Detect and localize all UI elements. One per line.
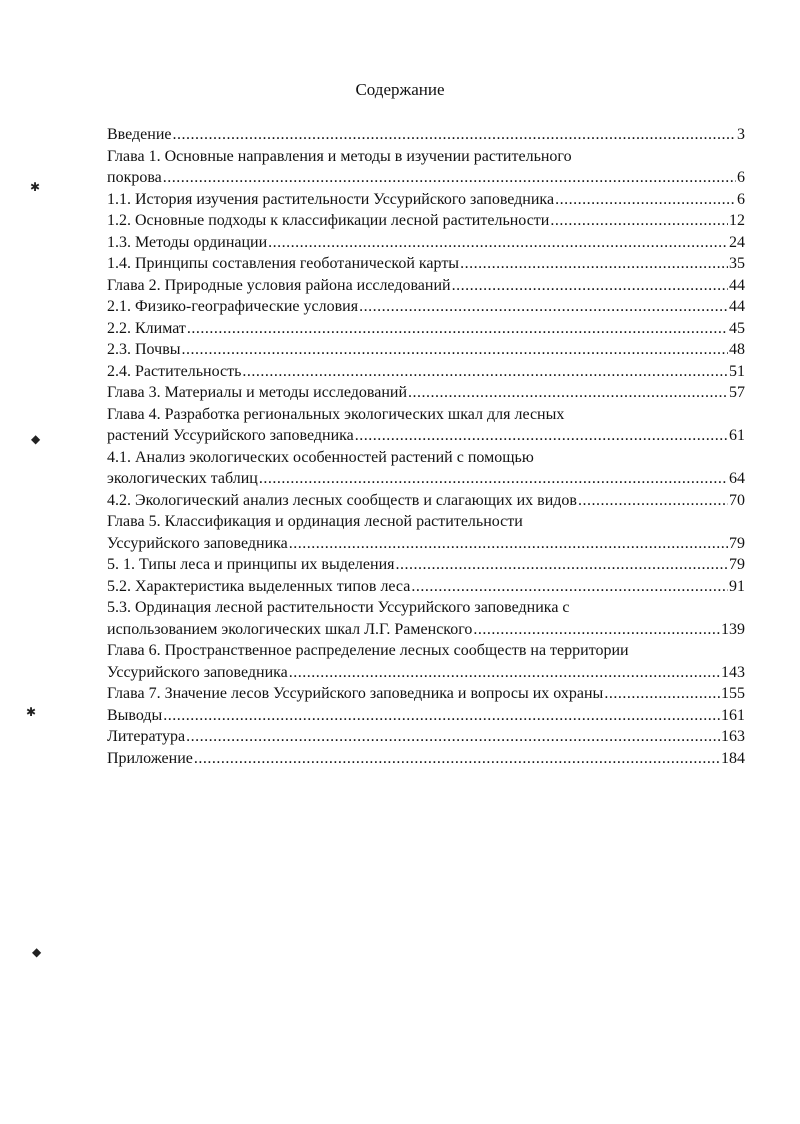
dot-leader — [242, 361, 728, 383]
toc-entry — [107, 490, 745, 512]
toc-entry-text: 5.3. Ординация лесной растительности Уссурийского заповедника с — [107, 599, 570, 616]
toc-entry-text: 2.4. Растительность — [107, 362, 242, 380]
toc-entry-text: Глава 2. Природные условия района исследований — [107, 276, 451, 294]
toc-page-number: 79 — [729, 534, 745, 552]
toc-entry-text: 2.2. Климат — [107, 319, 186, 337]
toc-entry — [107, 683, 745, 705]
dot-leader — [173, 124, 737, 146]
dot-leader — [163, 167, 736, 189]
toc-entry-text: 1.1. История изучения растительности Уссурийского заповедника — [107, 190, 555, 208]
toc-entry — [107, 511, 745, 554]
dot-leader — [550, 210, 728, 232]
toc-entry-text: экологических таблиц — [107, 470, 258, 487]
scan-mark: ✱ — [26, 705, 37, 719]
toc-page-number: 44 — [729, 298, 745, 315]
dot-leader — [604, 683, 720, 705]
toc-page-number: 6 — [737, 190, 745, 208]
toc-entry — [107, 146, 745, 189]
table-of-contents — [107, 124, 745, 769]
toc-page-number: 79 — [729, 556, 745, 573]
scan-mark: ◆ — [31, 432, 41, 446]
toc-page-number: 57 — [729, 384, 745, 401]
toc-page-number: 184 — [721, 749, 745, 767]
toc-entry — [107, 189, 745, 211]
toc-page-number: 64 — [729, 470, 745, 487]
toc-entry-text: 5.2. Характеристика выделенных типов леса — [107, 577, 411, 595]
toc-entry — [107, 318, 745, 340]
toc-entry-text: 4.1. Анализ экологических особенностей растений с помощью — [107, 448, 534, 466]
dot-leader — [359, 296, 728, 318]
scan-mark: ◆ — [32, 945, 42, 959]
toc-page-number: 48 — [729, 341, 745, 358]
toc-entry — [107, 210, 745, 232]
dot-leader — [163, 705, 720, 727]
toc-entry-text: растений Уссурийского заповедника — [107, 427, 354, 444]
toc-entry — [107, 597, 745, 640]
toc-entry-text: покрова — [107, 169, 162, 186]
dot-leader — [355, 425, 728, 447]
dot-leader — [578, 490, 728, 512]
toc-page-number: 155 — [721, 685, 745, 702]
toc-entry-text: Глава 1. Основные направления и методы в изучении растительного — [107, 147, 572, 165]
scan-mark: ✱ — [30, 180, 41, 194]
toc-entry-text: Глава 7. Значение лесов Уссурийского заповедника и вопросы их охраны — [107, 685, 604, 702]
toc-page-number: 24 — [729, 233, 745, 251]
toc-entry — [107, 447, 745, 490]
toc-entry-text: Уссурийского заповедника — [107, 534, 288, 552]
toc-entry-text: Глава 3. Материалы и методы исследований — [107, 384, 408, 401]
toc-entry-text: Приложение — [107, 749, 193, 767]
toc-entry-text: 2.1. Физико-географические условия — [107, 298, 359, 315]
toc-page-number: 45 — [729, 319, 745, 337]
dot-leader — [460, 253, 728, 275]
toc-page-number: 61 — [729, 427, 745, 444]
dot-leader — [411, 576, 728, 598]
toc-entry-text: 5. 1. Типы леса и принципы их выделения — [107, 556, 395, 573]
toc-page-number: 12 — [729, 212, 745, 229]
dot-leader — [259, 468, 728, 490]
dot-leader — [473, 619, 720, 641]
toc-page-number: 139 — [721, 620, 745, 638]
toc-page-number: 35 — [729, 255, 745, 272]
dot-leader — [194, 748, 720, 770]
toc-entry — [107, 576, 745, 598]
toc-page-number: 70 — [729, 491, 745, 509]
toc-entry-text: использованием экологических шкал Л.Г. Раменского — [107, 620, 473, 638]
toc-entry — [107, 640, 745, 683]
toc-entry-text: Глава 4. Разработка региональных экологических шкал для лесных — [107, 405, 565, 423]
dot-leader — [555, 189, 736, 211]
toc-entry — [107, 339, 745, 361]
toc-entry-text: Глава 5. Классификация и ординация лесной растительности — [107, 513, 523, 530]
toc-entry-text: 2.3. Почвы — [107, 341, 181, 358]
dot-leader — [408, 382, 728, 404]
toc-entry-text: 1.4. Принципы составления геоботанической карты — [107, 255, 460, 272]
dot-leader — [289, 662, 720, 684]
toc-entry — [107, 404, 745, 447]
dot-leader — [452, 275, 728, 297]
toc-entry-text: 4.2. Экологический анализ лесных сообществ и слагающих их видов — [107, 491, 577, 509]
toc-entry — [107, 232, 745, 254]
toc-page-number: 51 — [729, 362, 745, 380]
toc-entry — [107, 275, 745, 297]
toc-entry — [107, 726, 745, 748]
toc-entry — [107, 124, 745, 146]
toc-entry — [107, 296, 745, 318]
toc-entry-text: Уссурийского заповедника — [107, 663, 288, 681]
toc-entry — [107, 361, 745, 383]
toc-entry — [107, 748, 745, 770]
dot-leader — [289, 533, 728, 555]
toc-page-number: 44 — [729, 276, 745, 294]
toc-page-number: 3 — [737, 126, 745, 143]
dot-leader — [268, 232, 728, 254]
toc-entry — [107, 705, 745, 727]
dot-leader — [396, 554, 729, 576]
toc-entry-text: Литература — [107, 728, 186, 745]
toc-page-number: 161 — [721, 706, 745, 724]
toc-entry-text: Введение — [107, 126, 172, 143]
toc-entry — [107, 382, 745, 404]
toc-page-number: 6 — [737, 169, 745, 186]
toc-entry-text: Выводы — [107, 706, 163, 724]
toc-entry-text: 1.3. Методы ординации — [107, 233, 268, 251]
dot-leader — [182, 339, 729, 361]
page-title: Содержание — [355, 80, 445, 99]
toc-page-number: 143 — [721, 663, 745, 681]
toc-entry-text: Глава 6. Пространственное распределение лесных сообществ на территории — [107, 642, 629, 659]
dot-leader — [187, 318, 728, 340]
toc-entry — [107, 253, 745, 275]
toc-entry — [107, 554, 745, 576]
dot-leader — [186, 726, 720, 748]
toc-entry-text: 1.2. Основные подходы к классификации лесной растительности — [107, 212, 550, 229]
toc-page-number: 91 — [729, 577, 745, 595]
toc-page-number: 163 — [721, 728, 745, 745]
